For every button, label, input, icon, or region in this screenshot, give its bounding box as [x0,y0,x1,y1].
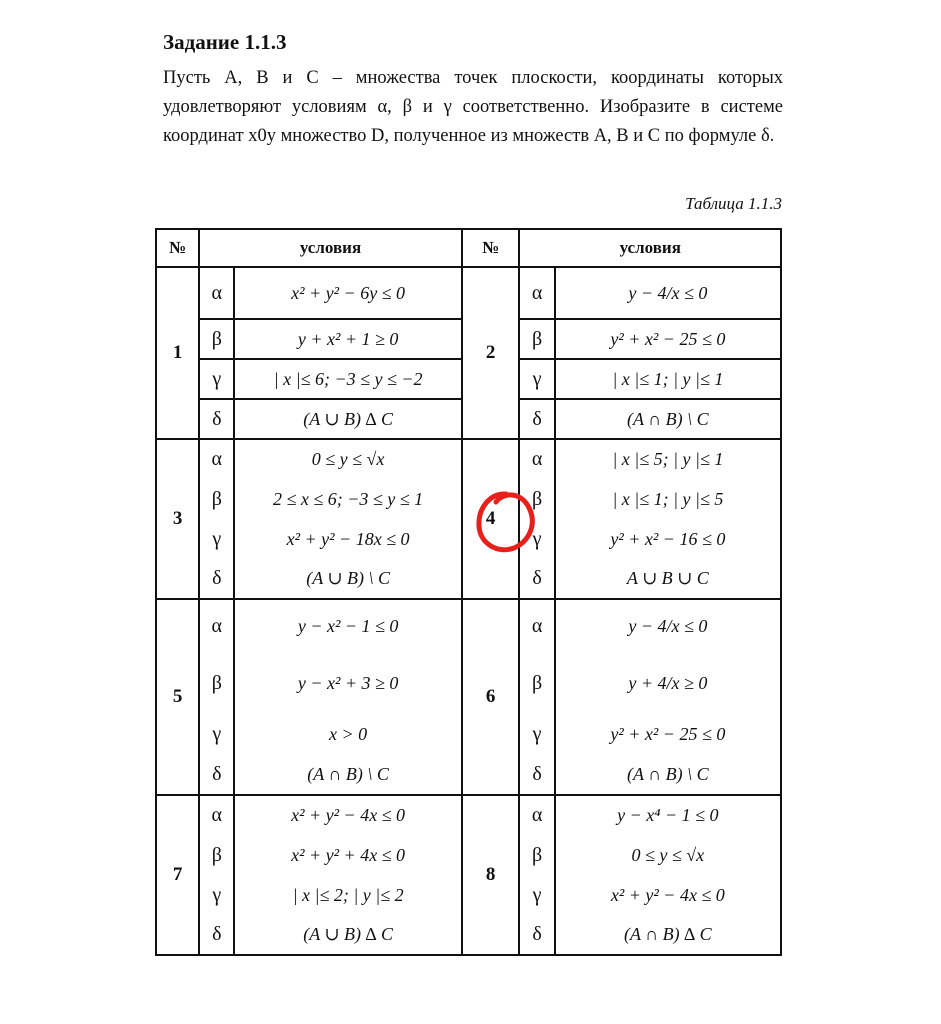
condition-formula: | x |≤ 1; | y |≤ 5 [555,479,781,519]
condition-formula: | x |≤ 2; | y |≤ 2 [234,875,461,915]
header-number: № [462,229,520,267]
condition-label: γ [199,713,234,755]
condition-label: β [519,319,554,359]
variant-number: 6 [462,599,520,795]
condition-label: α [519,599,554,653]
condition-label: α [199,439,234,479]
condition-formula: 0 ≤ y ≤ √x [555,835,781,875]
condition-label: α [519,439,554,479]
variant-number: 2 [462,267,520,439]
condition-label: δ [199,559,234,599]
condition-formula: | x |≤ 1; | y |≤ 1 [555,359,781,399]
condition-formula: (A ∩ B) \ C [555,755,781,795]
variant-number: 1 [156,267,199,439]
variant-number: 8 [462,795,520,955]
condition-formula: x² + y² − 4x ≤ 0 [234,795,461,835]
variant-number: 3 [156,439,199,599]
condition-formula: y − x² + 3 ≥ 0 [234,653,461,713]
condition-label: δ [519,399,554,439]
condition-label: δ [519,915,554,955]
condition-formula: x² + y² − 4x ≤ 0 [555,875,781,915]
condition-label: β [199,835,234,875]
condition-formula: | x |≤ 5; | y |≤ 1 [555,439,781,479]
table-caption: Таблица 1.1.3 [685,194,782,213]
task-statement: Пусть A, B и C – множества точек плоскости, координаты которых удовлетворяют условиям α, β и γ соответственно. Изобразите в системе координат x0y множество D, полученное из множеств A, B и C по формуле δ. [163,68,783,146]
condition-formula: (A ∪ B) ∆ C [234,399,461,439]
condition-formula: x > 0 [234,713,461,755]
condition-formula: y² + x² − 25 ≤ 0 [555,319,781,359]
condition-label: δ [199,755,234,795]
condition-formula: | x |≤ 6; −3 ≤ y ≤ −2 [234,359,461,399]
condition-label: α [199,795,234,835]
condition-formula: x² + y² − 6y ≤ 0 [234,267,461,319]
condition-formula: (A ∩ B) ∆ C [555,915,781,955]
table-row [156,439,781,479]
header-number: № [156,229,199,267]
variant-number: 4 [462,439,520,599]
condition-label: α [199,599,234,653]
condition-label: γ [519,713,554,755]
condition-formula: y − 4/x ≤ 0 [555,267,781,319]
variant-number: 5 [156,599,199,795]
condition-label: δ [519,559,554,599]
table-row [156,267,781,319]
condition-label: δ [519,755,554,795]
condition-label: δ [199,399,234,439]
table-row [156,795,781,835]
condition-formula: y² + x² − 25 ≤ 0 [555,713,781,755]
condition-formula: y² + x² − 16 ≤ 0 [555,519,781,559]
condition-formula: 0 ≤ y ≤ √x [234,439,461,479]
condition-formula: (A ∩ B) \ C [234,755,461,795]
condition-formula: A ∪ B ∪ C [555,559,781,599]
condition-label: α [519,267,554,319]
header-conditions: условия [519,229,781,267]
condition-formula: x² + y² + 4x ≤ 0 [234,835,461,875]
condition-label: β [199,479,234,519]
condition-label: β [199,653,234,713]
table-header-row [156,229,781,267]
condition-label: β [519,835,554,875]
condition-formula: y − 4/x ≤ 0 [555,599,781,653]
condition-formula: y + 4/x ≥ 0 [555,653,781,713]
condition-formula: y + x² + 1 ≥ 0 [234,319,461,359]
condition-label: γ [199,359,234,399]
task-title: Задание 1.1.3 [163,30,287,54]
table-row [156,599,781,653]
condition-label: γ [519,359,554,399]
condition-label: α [199,267,234,319]
condition-formula: y − x⁴ − 1 ≤ 0 [555,795,781,835]
condition-label: γ [199,519,234,559]
condition-label: γ [519,519,554,559]
conditions-table [155,228,782,956]
condition-label: β [519,479,554,519]
condition-label: β [519,653,554,713]
condition-formula: (A ∪ B) \ C [234,559,461,599]
condition-label: γ [519,875,554,915]
condition-formula: (A ∩ B) \ C [555,399,781,439]
condition-formula: x² + y² − 18x ≤ 0 [234,519,461,559]
condition-formula: 2 ≤ x ≤ 6; −3 ≤ y ≤ 1 [234,479,461,519]
condition-formula: y − x² − 1 ≤ 0 [234,599,461,653]
condition-label: γ [199,875,234,915]
header-conditions: условия [199,229,462,267]
condition-label: β [199,319,234,359]
variant-number: 7 [156,795,199,955]
condition-label: δ [199,915,234,955]
condition-label: α [519,795,554,835]
condition-formula: (A ∪ B) ∆ C [234,915,461,955]
